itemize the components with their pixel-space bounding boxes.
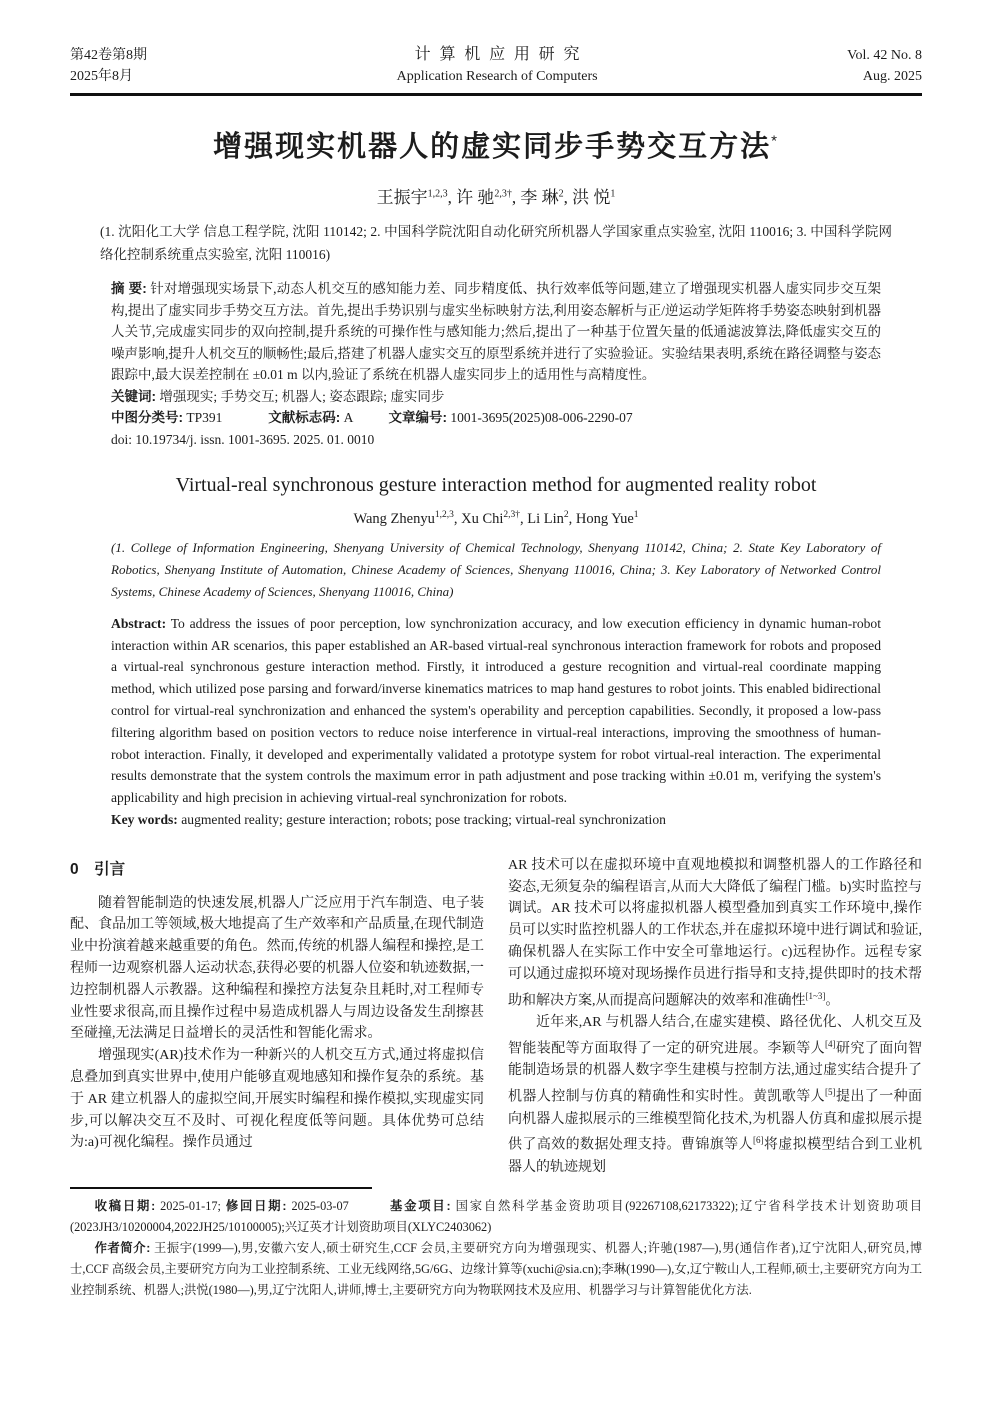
- meta-block-en: [111, 613, 881, 831]
- body-paragraph: AR 技术可以在虚拟环境中直观地模拟和调整机器人的工作路径和姿态,无须复杂的编程语言,从而大大降低了编程门槛。b)实时监控与调试。AR 技术可以将虚拟机器人模型叠加到真实工作环境中,操作员可以实时监控机器人的工作状态,并在虚拟环境中进行调试和验证,确保机器人在实际工作中安全可靠地运行。c)远程协作。远程专家可以通过虚拟环境对现场操作员进行指导和支持,提供即时的技术帮助和解决方案,从而提高问题解决的效率和准确性[1~3]。: [508, 857, 922, 1009]
- keywords-cn: [111, 386, 881, 408]
- footnote-author-bio: [70, 1238, 922, 1301]
- journal-header: [70, 44, 922, 87]
- funding-label: 基金项目:: [388, 1198, 451, 1213]
- citation-ref: [4]: [825, 1038, 836, 1049]
- author-bio-value: 王振宇(1999—),男,安徽六安人,硕士研究生,CCF 会员,主要研究方向为增强现实、机器人;许驰(1987—),男(通信作者),辽宁沈阳人,研究员,博士,CCF 高级会员,主要研究方向为工业控制系统、工业无线网络,5G/6G、边缘计算等(xuchi@sia.cn);李琳(1990—),女,辽宁鞍山人,工程师,硕士,主要研究方向为工业控制系统、机器人;洪悦(1980—),男,辽宁沈阳人,讲师,博士,主要研究方向为物联网技术及应用、机器学习与计算智能优化方法.: [70, 1240, 922, 1297]
- clc-label: 中图分类号:: [111, 410, 183, 425]
- abstract-label-cn: 摘 要:: [111, 281, 147, 296]
- author-affil-superscript: 1: [610, 188, 616, 200]
- author-affil-superscript: 2: [558, 188, 564, 200]
- article-id-value: 1001-3695(2025)08-006-2290-07: [450, 410, 633, 425]
- paper-title-cn-text: 增强现实机器人的虚实同步手势交互方法: [213, 131, 772, 163]
- abstract-text-en: To address the issues of poor perception, low synchronization accuracy, and low execution efficiency in dynamic human-robot interaction within AR scenarios, this paper established an AR-based virtual-real synchronous interaction framework for robots and proposed a virtual-real synchronous gesture interaction method. Firstly, it introduced a gesture recognition and virtual-real coordinate mapping method, which utilized pose parsing and forward/inverse kinematics matrices to map hand gestures to robot joints. This enabled bidirectional control for virtual-real synchronization and enhanced the system's operability and perception capabilities. Secondly, it proposed a low-pass filtering algorithm based on position vectors to reduce noise interference in virtual-real interactions, improving the smoothness of human-robot interaction. Finally, it developed and experimentally validated a prototype system for robot virtual-real interaction. The experimental results demonstrate that the system controls the maximum error in path adjustment and pose tracking within ±0.01 m, verifying the system's applicability and high precision in achieving virtual-real synchronization for robots.: [111, 615, 881, 806]
- section-number: 0: [70, 860, 79, 878]
- doc-code-value: A: [343, 410, 354, 425]
- author-separator: ,: [447, 188, 457, 207]
- keywords-en: [111, 809, 881, 831]
- author-cn: 李 琳$^2$: [520, 188, 564, 207]
- title-footnote-mark: *: [771, 132, 779, 150]
- clc-value: TP391: [186, 410, 223, 425]
- body-paragraph: 随着智能制造的快速发展,机器人广泛应用于汽车制造、电子装配、食品加工等领域,极大地提高了生产效率和产品质量,在现代制造业中扮演着越来越重要的角色。然而,传统的机器人编程和操控,是工程师一边观察机器人运动状态,获得必要的机器人位姿和轨迹数据,一边控制机器人示教器。这种编程和操控方法复杂且耗时,对工程师专业性要求很高,而且操作过程中易造成机器人与周边设备发生刮擦甚至碰撞,无法满足日益增长的灵活性和智能化需求。: [70, 895, 484, 1042]
- header-date-en: Aug. 2025: [862, 69, 922, 84]
- author-cn: 王振宇$^{1,2,3}$: [376, 188, 448, 207]
- doi-line: doi: 10.19734/j. issn. 1001-3695. 2025. 01. 0010: [111, 431, 375, 447]
- citation-ref: [1~3]: [805, 990, 826, 1001]
- section-title: 引言: [94, 860, 126, 878]
- left-column: [70, 855, 484, 1179]
- author-separator: ,: [520, 510, 528, 527]
- author-affil-superscript: 2,3†: [503, 510, 521, 520]
- author-separator: ,: [568, 510, 576, 527]
- section-heading-introduction: [70, 859, 484, 881]
- funding-value: 国家自然科学基金资助项目(92267108,62173322);辽宁省科学技术计划资助项目(2023JH3/10200004,2022JH25/10100005);兴辽英才计划资助项目(XLYC2403062): [70, 1198, 923, 1234]
- journal-name-cn: 计算机应用研究: [414, 46, 589, 63]
- author-affil-superscript: 2,3†: [494, 188, 512, 200]
- classification-line: [111, 407, 881, 429]
- author-affil-superscript: 2: [563, 510, 569, 520]
- author-separator: ,: [563, 188, 573, 207]
- author-bio-label: 作者简介:: [94, 1240, 151, 1255]
- author-separator: ,: [511, 188, 521, 207]
- author-en: Li Lin$^2$: [527, 510, 569, 527]
- keywords-label-cn: 关键词:: [111, 388, 156, 404]
- article-id-label: 文章编号:: [388, 410, 447, 425]
- doc-code-label: 文献标志码:: [268, 410, 341, 425]
- author-en: Xu Chi$^{2,3\dagger}$: [461, 510, 521, 527]
- header-date-cn: 2025年8月: [70, 69, 133, 84]
- author-separator: ,: [453, 510, 462, 527]
- paper-title-en: Virtual-real synchronous gesture interaction method for augmented reality robot: [175, 474, 817, 496]
- author-affil-superscript: 1: [633, 510, 639, 520]
- author-affil-superscript: 1,2,3: [434, 510, 454, 520]
- paper-title-cn: [70, 124, 922, 165]
- abstract-label-en: Abstract:: [111, 615, 167, 631]
- body-paragraph: 增强现实(AR)技术作为一种新兴的人机交互方式,通过将虚拟信息叠加到真实世界中,使用户能够直观地感知和操作复杂的系统。基于 AR 建立机器人的虚拟空间,开展实时编程和操作模拟,实现虚实同步,可以解决交互不及时、可视化程度低等问题。具体优势可总结为:a)可视化编程。操作员通过: [70, 1048, 484, 1151]
- right-column: [508, 855, 922, 1179]
- keywords-label-en: Key words:: [111, 812, 178, 827]
- header-vol-no: Vol. 42 No. 8: [847, 48, 922, 63]
- affiliations-cn: (1. 沈阳化工大学 信息工程学院, 沈阳 110142; 2. 中国科学院沈阳自动化研究所机器人学国家重点实验室, 沈阳 110016; 3. 中国科学院网络化控制系统重点实验室, 沈阳 110016): [100, 224, 892, 262]
- citation-ref: [6]: [752, 1135, 764, 1146]
- keywords-text-en: augmented reality; gesture interaction; robots; pose tracking; virtual-real synchronization: [181, 812, 666, 827]
- affiliations-en: (1. College of Information Engineering, Shenyang University of Chemical Technology, Shenyang 110142, China; 2. State Key Laboratory of Robotics, Shenyang Institute of Automation, Chinese Academy of Sciences, Shenyang 110016, China; 3. Key Laboratory of Networked Control Systems, Chinese Academy of Sciences, Shenyang 110016, China): [111, 539, 881, 599]
- authors-en: [70, 510, 922, 528]
- header-divider-rule: [70, 93, 922, 96]
- header-vol-block: [847, 45, 922, 87]
- footnote-dates-funding: [70, 1196, 922, 1238]
- received-date-label: 收稿日期:: [94, 1198, 156, 1213]
- body-paragraph: 近年来,AR 与机器人结合,在虚实建模、路径优化、人机交互及智能装配等方面取得了一定的研究进展。李颖等人[4]研究了面向智能制造场景的机器人数字孪生建模与控制方法,通过虚实结合提升了机器人控制与仿真的精确性和实时性。黄凯歌等人[5]提出了一种面向机器人虚拟展示的三维模型简化技术,为机器人仿真和虚拟展示提供了高效的数据处理支持。曹锦旗等人[6]将虚拟模型结合到工业机器人的轨迹规划: [508, 1015, 923, 1175]
- body-columns: [70, 855, 922, 1179]
- revised-date-label: 修回日期:: [225, 1198, 287, 1213]
- received-date-value: 2025-01-17;: [160, 1198, 221, 1213]
- abstract-en: [111, 613, 881, 809]
- keywords-text-cn: 增强现实; 手势交互; 机器人; 姿态跟踪; 虚实同步: [159, 388, 445, 404]
- authors-cn: [70, 183, 922, 208]
- meta-block-cn: [111, 278, 881, 450]
- footnote-block: [70, 1187, 922, 1301]
- header-journal-name-block: [397, 44, 598, 87]
- header-issue-block: [70, 45, 147, 87]
- citation-ref: [5]: [825, 1087, 836, 1098]
- author-affil-superscript: 1,2,3: [427, 188, 448, 200]
- abstract-text-cn: 针对增强现实场景下,动态人机交互的感知能力差、同步精度低、执行效率低等问题,建立了增强现实机器人虚实同步交互架构,提出了虚实同步手势交互方法。首先,提出手势识别与虚实坐标映射方法,利用姿态解析与正/逆运动学矩阵将手势姿态映射到机器人关节,完成虚实同步的双向控制,提升系统的可操作性与感知能力;然后,提出了一种基于位置矢量的低通滤波算法,降低虚实交互的噪声影响,提升人机交互的顺畅性;最后,搭建了机器人虚实交互的原型系统并进行了实验验证。实验结果表明,系统在路径调整与姿态跟踪中,最大误差控制在 ±0.01 m 以内,验证了系统在机器人虚实同步上的适用性与高精度性。: [111, 281, 882, 382]
- author-en: Wang Zhenyu$^{1,2,3}$: [353, 510, 454, 527]
- footnote-divider-rule: [70, 1187, 372, 1189]
- journal-name-en: Application Research of Computers: [396, 69, 598, 84]
- abstract-cn: [111, 278, 881, 386]
- revised-date-value: 2025-03-07: [291, 1198, 349, 1213]
- author-en: Hong Yue$^1$: [575, 510, 639, 527]
- author-cn: 许 驰$^{2,3\dagger}$: [456, 188, 512, 207]
- header-volume-issue: 第42卷第8期: [70, 48, 147, 63]
- author-cn: 洪 悦$^1$: [572, 188, 616, 207]
